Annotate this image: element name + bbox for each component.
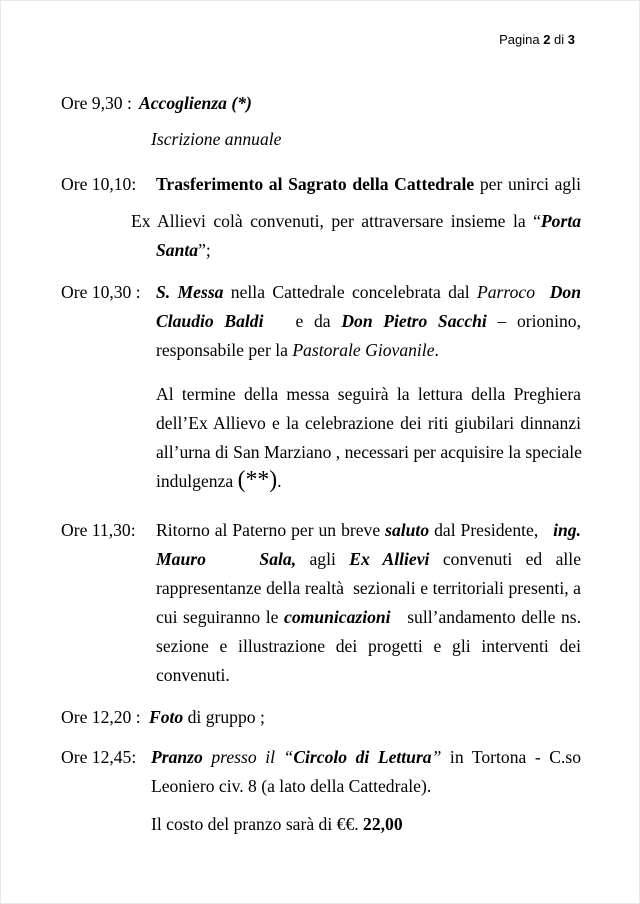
text-line <box>156 632 581 661</box>
text-line <box>156 409 581 438</box>
time-label-1030: Ore 10,30 : <box>61 282 141 302</box>
text-line <box>156 307 581 336</box>
page-number <box>499 32 575 47</box>
text-segment: 3 <box>567 32 575 47</box>
schedule-content-1245 <box>151 743 581 801</box>
text-segment: Pranzo <box>151 747 203 767</box>
text-segment: 2 <box>543 32 551 47</box>
text-segment: Al termine della messa seguirà la lettura della Preghiera <box>156 384 581 404</box>
text-segment: Claudio Baldi <box>156 311 264 331</box>
text-segment: sull’andamento delle ns. <box>390 607 581 627</box>
paragraph-al-termine-content <box>156 380 581 496</box>
text-segment: Don Pietro Sacchi <box>341 311 487 331</box>
text-segment: Santa <box>156 240 199 260</box>
text-segment: – orionino, <box>486 311 581 331</box>
text-line <box>156 603 581 632</box>
text-segment <box>535 282 550 302</box>
text-segment: . <box>277 471 282 491</box>
text-line <box>156 278 581 307</box>
schedule-content-1030 <box>156 278 581 365</box>
text-segment: convenuti. <box>156 665 230 685</box>
text-segment: Circolo di Lettura <box>293 747 432 767</box>
text-line <box>151 810 581 839</box>
schedule-content-1220 <box>149 703 581 732</box>
text-segment: 22,00 <box>363 814 403 834</box>
schedule-item-1220 <box>61 703 581 732</box>
text-segment: Leoniero civ. 8 (a lato della Cattedrale). <box>151 776 432 796</box>
text-segment: di gruppo ; <box>183 707 265 727</box>
text-segment: Il costo del pranzo sarà di €€. <box>151 814 364 834</box>
text-line <box>151 125 581 154</box>
text-segment: Mauro Sala, <box>156 549 297 569</box>
schedule-content-1010 <box>131 170 581 265</box>
text-line <box>149 703 581 732</box>
text-segment: presso il “ <box>211 747 294 767</box>
text-segment: per unirci agli <box>474 174 581 194</box>
text-segment: ing. <box>553 520 581 540</box>
text-segment: sezione e illustrazione dei progetti e gli interventi dei <box>156 636 581 656</box>
text-segment: Pastorale Giovanile <box>292 340 435 360</box>
text-segment: saluto <box>385 520 430 540</box>
schedule-subitem-iscrizione <box>61 125 581 154</box>
text-line <box>156 438 581 467</box>
text-segment: cui seguiranno le <box>156 607 285 627</box>
text-line <box>156 170 581 199</box>
schedule-item-0930 <box>61 89 581 118</box>
time-label-1010: Ore 10,10: <box>61 174 137 194</box>
schedule-item-1130 <box>61 516 581 690</box>
text-segment: comunicazioni <box>284 607 391 627</box>
text-segment: ”; <box>198 240 211 260</box>
schedule-item-1030 <box>61 278 581 365</box>
text-segment: Iscrizione annuale <box>151 129 282 149</box>
text-line <box>156 574 581 603</box>
text-line <box>156 661 581 690</box>
schedule-content-iscrizione <box>151 125 581 154</box>
text-segment: dal Presidente, <box>429 520 554 540</box>
text-line <box>131 207 581 236</box>
schedule-content-1130 <box>156 516 581 690</box>
paragraph-al-termine <box>61 380 581 496</box>
text-segment: ” <box>431 747 442 767</box>
schedule-item-1010 <box>61 170 581 265</box>
text-line <box>156 516 581 545</box>
text-segment: (**) <box>237 467 278 493</box>
text-segment: responsabile per la <box>156 340 293 360</box>
text-segment: rappresentanze della realtà sezionali e territoriali presenti, a <box>156 578 581 598</box>
time-label-1130: Ore 11,30: <box>61 520 136 540</box>
paragraph-costo-pranzo-content <box>151 810 581 839</box>
text-segment: di <box>550 32 568 47</box>
time-label-0930: Ore 9,30 : <box>61 93 132 113</box>
text-line <box>156 545 581 574</box>
text-segment: Pagina <box>499 32 544 47</box>
text-segment: . <box>434 340 439 360</box>
text-segment: Porta <box>540 211 581 231</box>
text-line <box>156 467 581 496</box>
text-segment: Parroco <box>477 282 536 302</box>
text-segment: nella Cattedrale concelebrata dal <box>223 282 478 302</box>
text-segment: Accoglienza (*) <box>139 93 252 113</box>
text-line <box>156 336 581 365</box>
text-segment: all’urna di San Marziano , necessari per acquisire la speciale <box>156 442 582 462</box>
text-segment: dell’Ex Allievo e la celebrazione dei riti giubilari dinnanzi <box>156 413 581 433</box>
time-label-1245: Ore 12,45: <box>61 747 137 767</box>
text-line <box>156 380 581 409</box>
schedule-content-0930 <box>139 89 581 118</box>
text-line <box>151 743 581 772</box>
time-label-1220: Ore 12,20 : <box>61 707 141 727</box>
text-segment: Ex Allievi colà convenuti, per attraversare insieme la “ <box>131 211 541 231</box>
text-segment: convenuti ed alle <box>429 549 581 569</box>
text-segment: Don <box>549 282 581 302</box>
text-segment: Ritorno al Paterno per un breve <box>156 520 386 540</box>
text-segment: agli <box>296 549 350 569</box>
text-line <box>156 236 581 265</box>
schedule-item-1245 <box>61 743 581 801</box>
text-segment: indulgenza <box>156 471 238 491</box>
text-segment: Ex Allievi <box>349 549 430 569</box>
text-segment: Trasferimento al Sagrato della Cattedrale <box>156 174 475 194</box>
text-segment: Foto <box>149 707 184 727</box>
paragraph-costo-pranzo <box>61 810 581 839</box>
text-line <box>139 89 581 118</box>
text-segment: e da <box>263 311 342 331</box>
text-segment: S. Messa <box>156 282 224 302</box>
text-line <box>151 772 581 801</box>
text-segment: in Tortona - C.so <box>441 747 582 767</box>
